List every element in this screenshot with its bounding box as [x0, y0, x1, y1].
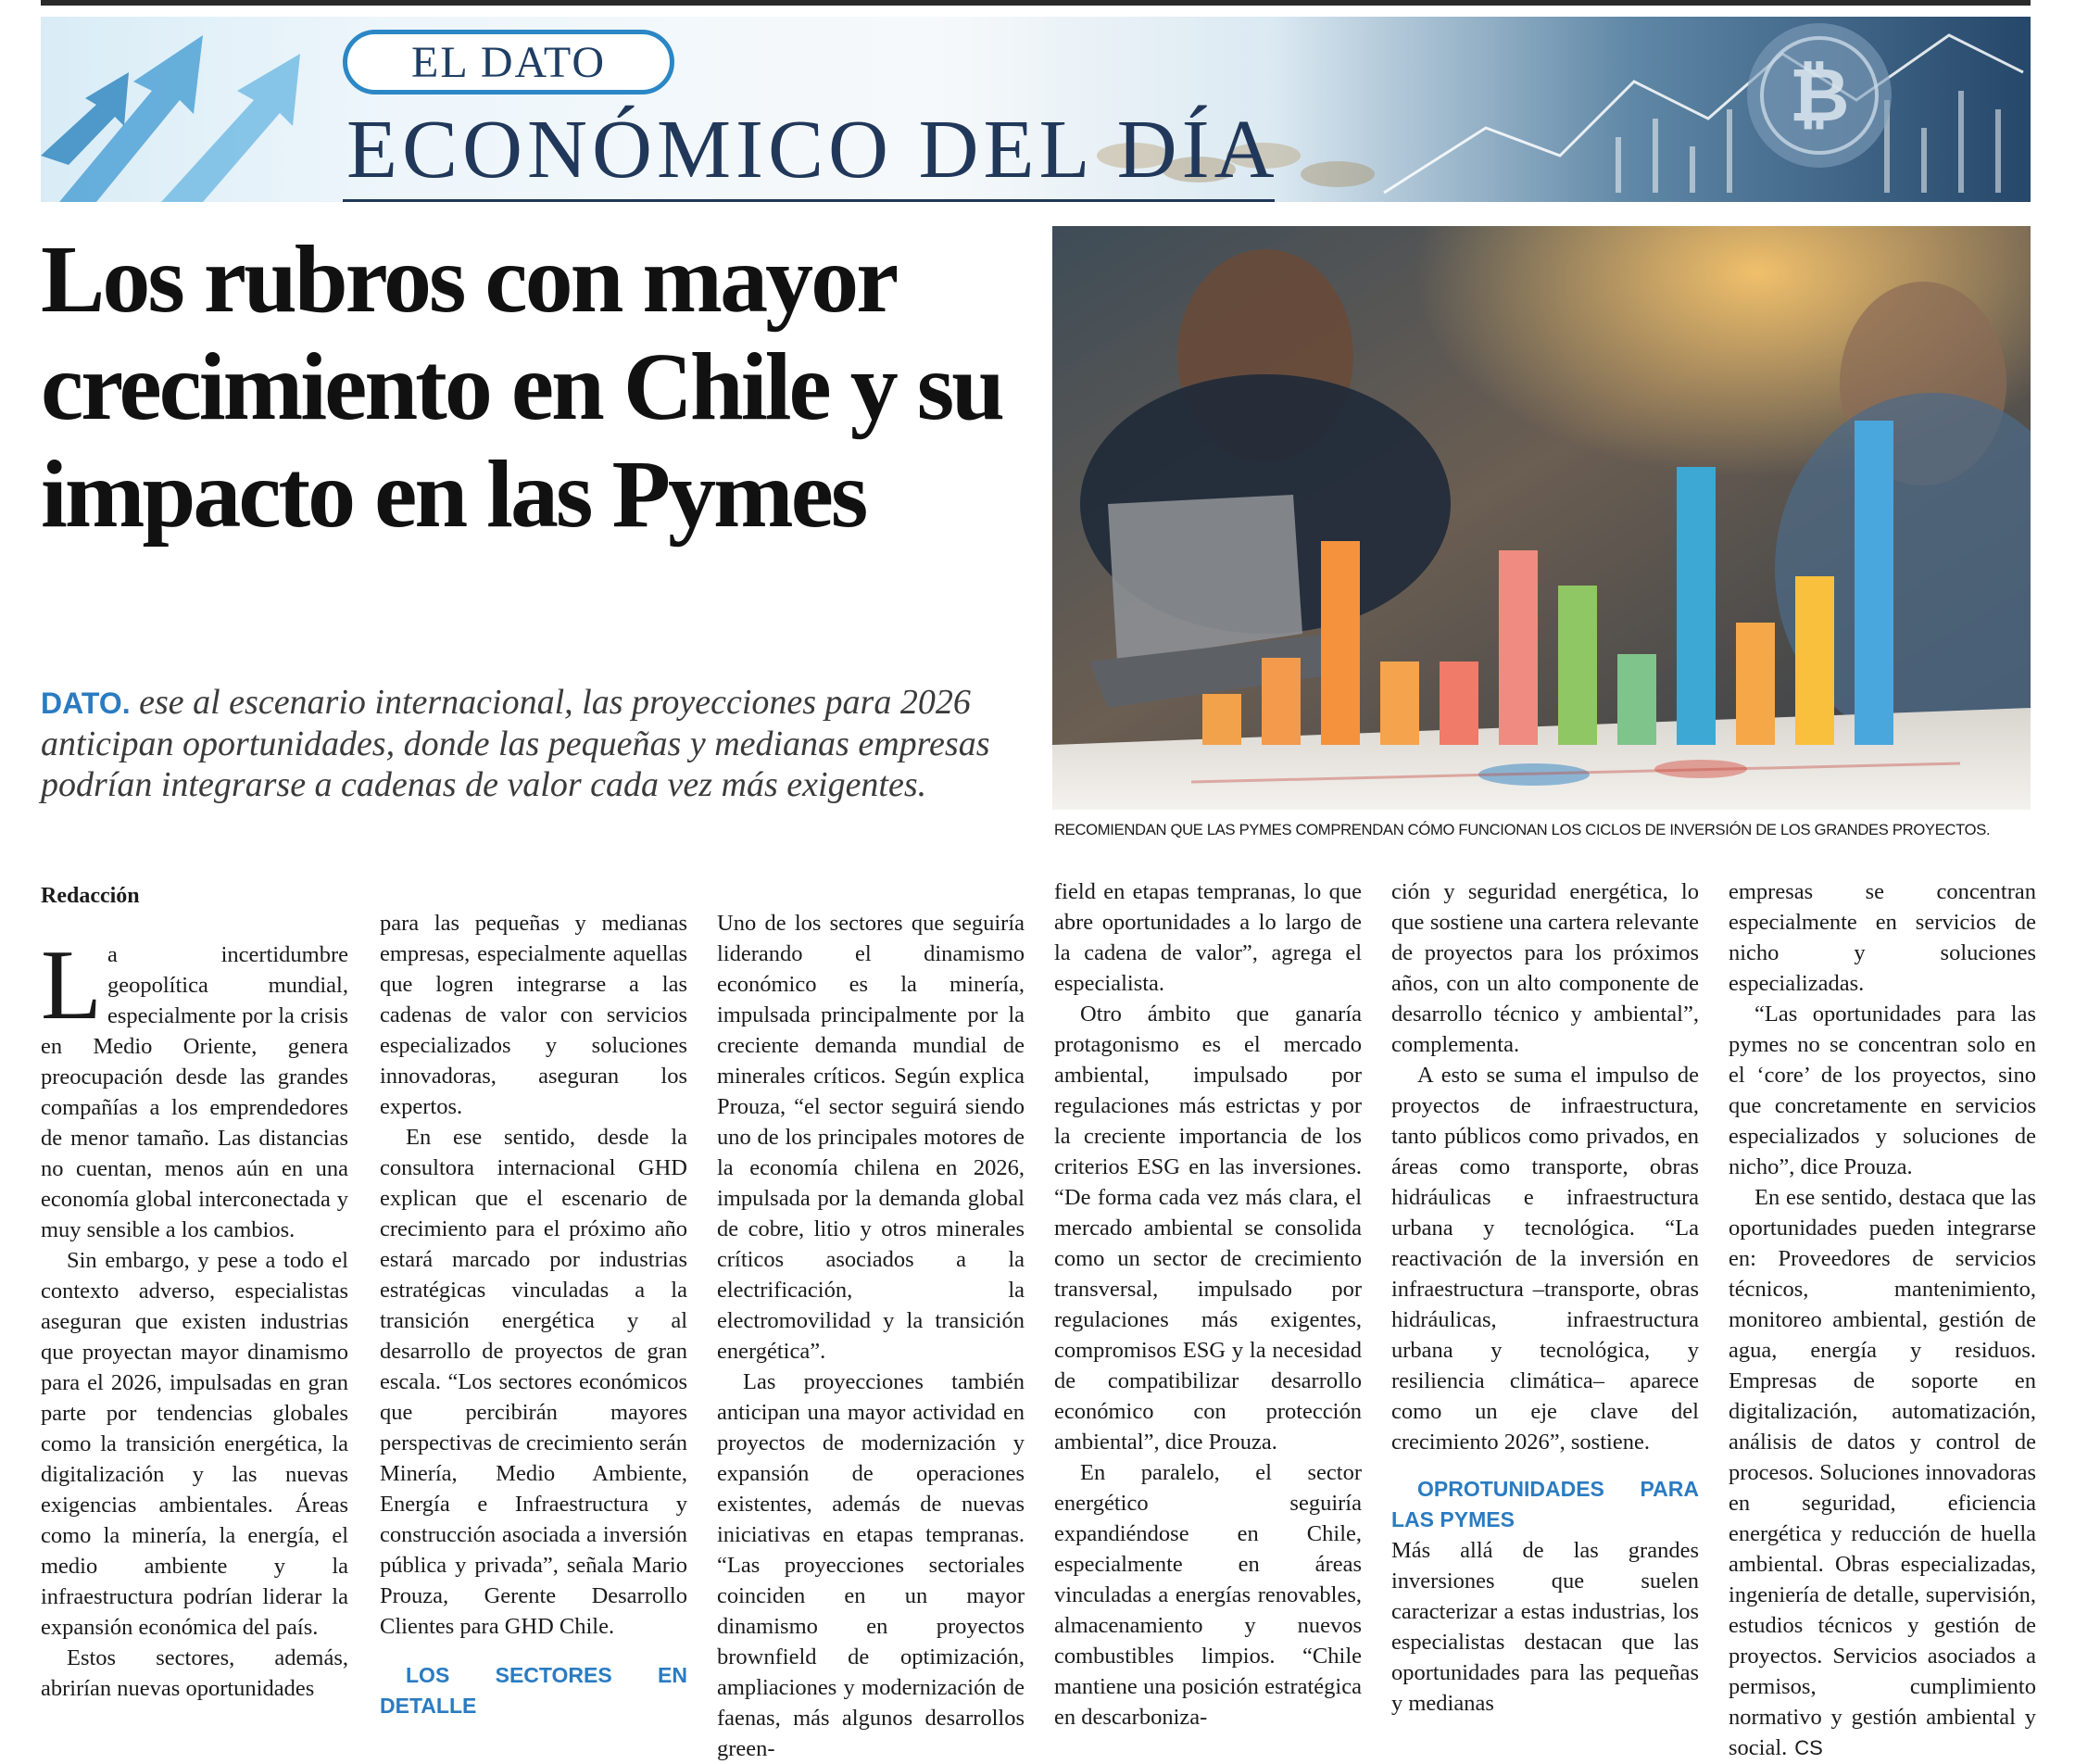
column-4 — [1054, 876, 1362, 1732]
paragraph: field en etapas tempranas, lo que abre oportunidades a lo largo de la cadena de valor”, agrega el especialista. — [1054, 879, 1362, 996]
section-subhead: LOS SECTORES EN DETALLE — [380, 1663, 687, 1718]
paragraph-text: a incertidumbre geopolítica mundial, especialmente por la crisis en Medio Oriente, genera preocupación desde las grandes compañías a los emprendedores de menor tamaño. Las distancias no cuentan, menos aún en una economía global interconectada y muy sensible a los cambios. — [41, 942, 348, 1242]
paragraph: Más allá de las grandes inversiones que suelen caracterizar a estas industrias, los especialistas destacan que las oportunidades para las pequeñas y medianas — [1391, 1538, 1699, 1716]
article-lead — [41, 682, 1023, 805]
paragraph: Uno de los sectores que seguiría liderando el dinamismo económico es la minería, impulsada principalmente por la creciente demanda mundial de minerales críticos. Según explica Prouza, “el sector seguirá siendo uno de los principales motores de la economía chilena en 2026, impulsada por la demanda global de cobre, litio y otros minerales críticos asociados a la electrificación, la electromovilidad y la transición energética”. — [717, 911, 1025, 1364]
paragraph: Las proyecciones también anticipan una mayor actividad en proyectos de modernización y expansión de operaciones existentes, además de nuevas iniciativas en etapas tempranas. “Las proyecciones sectoriales coinciden en un mayor dinamismo en proyectos brownfield de optimización, ampliaciones y modernización de faenas, más algunos desarrollos green- — [717, 1369, 1025, 1761]
paragraph: En paralelo, el sector energético seguiría expandiéndose en Chile, especialmente en áreas vinculadas a energías renovables, almacenamiento y nuevos combustibles limpios. “Chile mantiene una posición estratégica en descarboniza- — [1054, 1460, 1362, 1730]
column-1 — [41, 930, 348, 1704]
paragraph: empresas se concentran especialmente en servicios de nicho y soluciones especializadas. — [1729, 879, 2036, 996]
lead-text: ese al escenario internacional, las proyecciones para 2026 anticipan oportunidades, donde las pequeñas y medianas empresas podrían integrarse a cadenas de valor cada vez más exigentes. — [41, 683, 990, 804]
paragraph: ción y seguridad energética, lo que sostiene una cartera relevante de proyectos para los próximos años, con un alto componente de desarrollo técnico y ambiental”, complementa. — [1391, 879, 1699, 1057]
paragraph — [41, 930, 348, 1245]
paragraph: A esto se suma el impulso de proyectos de infraestructura, tanto públicos como privados, en áreas como transporte, obras hidráulicas e infraestructura urbana y tecnológica. “La reactivación de la inversión en infraestructura –transporte, obras hidráulicas, infraestructura urbana y tecnológica, y resiliencia climática– aparece como un eje clave del crecimiento 2026”, sostiene. — [1391, 1063, 1699, 1455]
paragraph: Otro ámbito que ganaría protagonismo es el mercado ambiental, impulsado por regulaciones más estrictas y por la creciente importancia de los criterios ESG en las inversiones. “De forma cada vez más clara, el mercado ambiental se consolida como un sector de crecimiento transversal, impulsado por regulaciones más exigentes, compromisos ESG y la necesidad de compatibilizar desarrollo económico con protección ambiental”, dice Prouza. — [1054, 1002, 1362, 1455]
paragraph: para las pequeñas y medianas empresas, especialmente aquellas que logren integrarse a las cadenas de valor con servicios especializados y soluciones innovadoras, aseguran los expertos. — [380, 911, 687, 1119]
paragraph — [1729, 1182, 2036, 1763]
section-banner — [41, 17, 2031, 202]
lead-tag: DATO. — [41, 687, 131, 720]
column-6 — [1729, 876, 2036, 1763]
end-mark: CS — [1794, 1736, 1823, 1759]
paragraph: En ese sentido, desde la consultora internacional GHD explican que el escenario de crecimiento para el próximo año estará marcado por industrias estratégicas vinculadas a la transición energética y al desarrollo de proyectos de gran escala. “Los sectores económicos que percibirán mayores perspectivas de crecimiento serán Minería, Medio Ambiente, Energía e Infraestructura y construcción asociada a inversión pública y privada”, señala Mario Prouza, Gerente Desarrollo Clientes para GHD Chile. — [380, 1125, 687, 1639]
column-5 — [1391, 876, 1699, 1719]
drop-cap: L — [41, 930, 102, 1040]
column-3 — [717, 908, 1025, 1764]
svg-text:₿: ₿ — [1789, 54, 1850, 136]
paragraph: “Las oportunidades para las pymes no se concentran solo en el ‘core’ de los proyectos, sino que concretamente en servicios especializados y soluciones de nicho”, dice Prouza. — [1729, 1002, 2036, 1179]
article-photo — [1052, 226, 2031, 810]
paragraph-text: En ese sentido, destaca que las oportunidades pueden integrarse en: Proveedores de servicios técnicos, mantenimiento, monitoreo ambiental, gestión de agua, energía y residuos. Empresas de soporte en digitalización, automatización, análisis de datos y control de procesos. Soluciones innovadoras en seguridad, eficiencia energética y reducción de huella ambiental. Obras especializadas, ingeniería de detalle, supervisión, estudios técnicos y gestión de proyectos. Servicios asociados a permisos, cumplimiento normativo y gestión ambiental y social. — [1729, 1185, 2036, 1760]
photo-illustration — [1052, 226, 2031, 810]
banner-title: ECONÓMICO DEL DÍA — [346, 104, 1279, 195]
paragraph: Sin embargo, y pese a todo el contexto adverso, especialistas aseguran que existen industrias que proyectan mayor dinamismo para el 2026, impulsadas en gran parte por tendencias globales como la transición energética, la digitalización y las nuevas exigencias ambientales. Áreas como la minería, la energía, el medio ambiente y la infraestructura podrían liderar la expansión económica del país. — [41, 1248, 348, 1640]
section-subhead: OPROTUNIDADES PARA LAS PYMES — [1391, 1477, 1699, 1531]
article-headline: Los rubros con mayor crecimiento en Chile y su impacto en las Pymes — [41, 226, 1003, 548]
column-2 — [380, 908, 687, 1721]
paragraph: Estos sectores, además, abrirían nuevas oportunidades — [41, 1645, 348, 1701]
byline: Redacción — [41, 884, 140, 908]
photo-caption: RECOMIENDAN QUE LAS PYMES COMPRENDAN CÓMO FUNCIONAN LOS CICLOS DE INVERSIÓN DE LOS GRANDES PROYECTOS. — [1054, 821, 1991, 838]
top-rule — [41, 0, 2031, 6]
banner-label: EL DATO — [343, 30, 674, 94]
